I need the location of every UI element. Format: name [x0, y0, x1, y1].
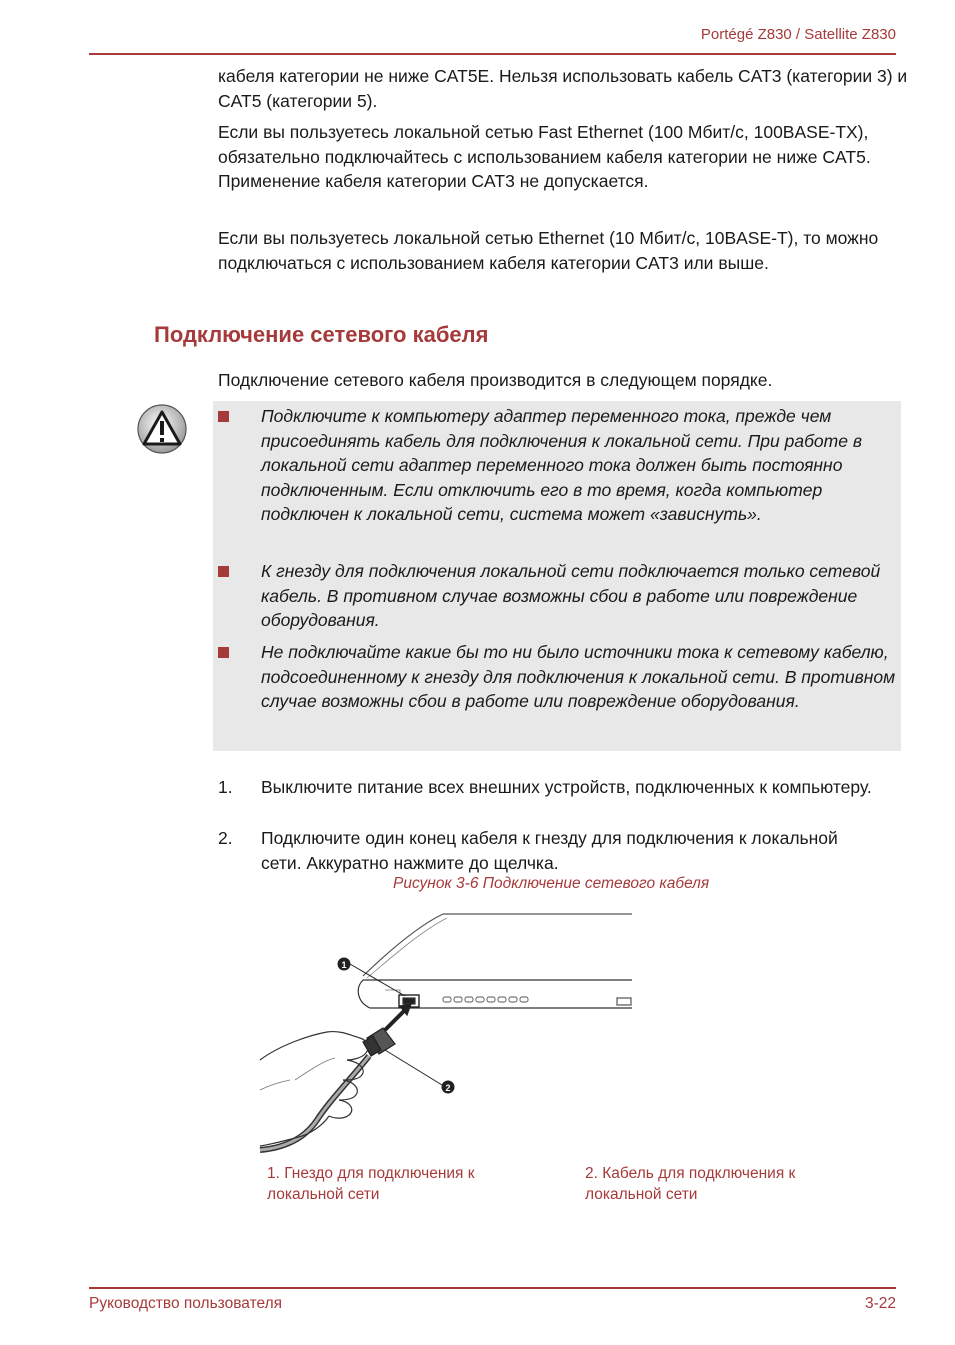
section-title: Подключение сетевого кабеля: [154, 322, 489, 347]
paragraph-fast-ethernet: Если вы пользуетесь локальной сетью Fast Ethernet (100 Мбит/с, 100BASE-TX), обязательно подключайтесь с использованием кабеля категории не ниже CAT5. Применение кабеля категории CAT3 не допускается.: [218, 122, 871, 191]
running-header: Portégé Z830 / Satellite Z830: [700, 26, 896, 43]
lan-cable-illustration: [255, 910, 635, 1155]
step-number: 1.: [218, 777, 233, 797]
warning-box: [213, 401, 901, 751]
step-number: 2.: [218, 828, 233, 848]
page-number: 3-22: [864, 1295, 896, 1312]
warning-text: Не подключайте какие бы то ни было источники тока к сетевому кабелю, подсоединенному к гнезду для подключения к локальной сети. В противном случае возможны сбои в работе или повреждение оборудования.: [261, 642, 896, 711]
bullet-square-icon: [218, 411, 229, 422]
callout-1: 1: [341, 960, 347, 970]
footer-title: Руководство пользователя: [89, 1295, 283, 1312]
callout-2: 2: [445, 1083, 451, 1093]
paragraph-cat5e: кабеля категории не ниже CAT5E. Нельзя использовать кабель CAT3 (категории 3) и CAT5 (категории 5).: [218, 66, 908, 111]
warning-text: Подключите к компьютеру адаптер переменного тока, прежде чем присоединять кабель для подключения к локальной сети. При работе в локальной сети адаптер переменного тока должен быть постоянно подключенным. Если отключить его в то время, когда компьютер подключен к локальной сети, система может «зависнуть».: [261, 406, 862, 524]
bullet-square-icon: [218, 566, 229, 577]
step-text: Выключите питание всех внешних устройств, подключенных к компьютеру.: [261, 777, 872, 797]
header-rule: [89, 53, 896, 55]
paragraph-ethernet: Если вы пользуетесь локальной сетью Ethernet (10 Мбит/с, 10BASE-T), то можно подключаться с использованием кабеля категории CAT3 или выше.: [218, 228, 879, 273]
figure-legend-2: 2. Кабель для подключения к локальной сети: [585, 1165, 796, 1203]
warning-text: К гнезду для подключения локальной сети подключается только сетевой кабель. В противном случае возможны сбои в работе или повреждение оборудования.: [261, 561, 881, 630]
step-item: [218, 826, 908, 876]
warning-triangle-icon: [136, 403, 188, 455]
figure-caption: Рисунок 3-6 Подключение сетевого кабеля: [393, 875, 710, 892]
bullet-square-icon: [218, 647, 229, 658]
section-intro: Подключение сетевого кабеля производится в следующем порядке.: [218, 370, 773, 390]
step-text: Подключите один конец кабеля к гнезду для подключения к локальной сети. Аккуратно нажмите до щелчка.: [261, 828, 838, 873]
figure-legend-1: 1. Гнездо для подключения к локальной сети: [267, 1165, 475, 1203]
step-item: [218, 775, 908, 825]
footer-rule: [89, 1287, 896, 1289]
